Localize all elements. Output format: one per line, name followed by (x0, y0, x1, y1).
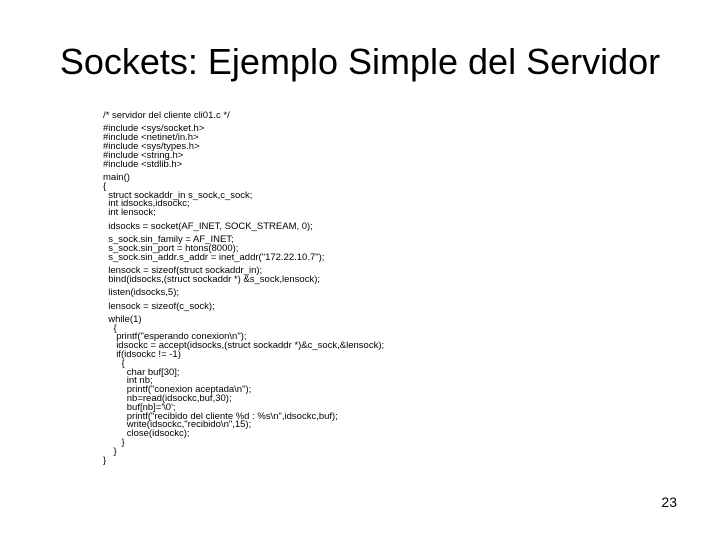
code-line: main() (103, 171, 130, 183)
code-line: s_sock.sin_family = AF_INET; (103, 233, 234, 245)
code-line: int lensock; (103, 207, 156, 219)
code-line: nb=read(idsockc,buf,30); (103, 393, 232, 405)
slide-title: Sockets: Ejemplo Simple del Servidor (59, 41, 661, 82)
code-line: idsockc = accept(idsocks,(struct sockaddr *)&c_sock,&lensock); (103, 340, 385, 352)
code-line: write(idsockc,"recibido\n",15); (103, 419, 252, 431)
code-listing (103, 112, 384, 465)
code-line: { (103, 322, 117, 334)
code-line: int nb; (103, 375, 153, 387)
code-line: s_sock.sin_port = htons(8000); (103, 242, 239, 254)
code-line: while(1) (103, 313, 142, 325)
code-line: buf[nb]='\0'; (103, 401, 176, 413)
page-number: 23 (661, 494, 677, 510)
code-line: } (103, 445, 117, 457)
code-line: lensock = sizeof(c_sock); (103, 300, 215, 312)
code-line: char buf[30]; (103, 366, 180, 378)
code-line: struct sockaddr_in s_sock,c_sock; (103, 189, 253, 201)
code-line: printf("esperando conexion\n"); (103, 331, 247, 343)
code-line: } (103, 454, 107, 466)
code-line: close(idsockc); (103, 428, 190, 440)
code-line: lensock = sizeof(struct sockaddr_in); (103, 264, 263, 276)
code-line: #include <stdlib.h> (103, 158, 183, 170)
code-line: printf("recibido del cliente %d : %s\n",idsockc,buf); (103, 410, 338, 422)
code-line: printf("conexion aceptada\n"); (103, 384, 252, 396)
code-line: #include <sys/socket.h> (103, 123, 205, 135)
code-line: { (103, 180, 107, 192)
code-line: int idsocks,idsockc; (103, 198, 190, 210)
code-line: s_sock.sin_addr.s_addr = inet_addr("172.22.10.7"); (103, 251, 325, 263)
code-line: /* servidor del cliente cli01.c */ (103, 110, 230, 121)
code-line: #include <string.h> (103, 149, 184, 161)
code-line: if(idsockc != -1) (103, 349, 181, 361)
code-line: #include <netinet/in.h> (103, 132, 199, 144)
code-line: } (103, 437, 125, 449)
code-line: idsocks = socket(AF_INET, SOCK_STREAM, 0); (103, 220, 313, 232)
code-line: listen(idsocks,5); (103, 287, 180, 299)
code-line: bind(idsocks,(struct sockaddr *) &s_sock,lensock); (103, 273, 320, 285)
code-line: #include <sys/types.h> (103, 140, 200, 152)
code-line: { (103, 357, 125, 369)
